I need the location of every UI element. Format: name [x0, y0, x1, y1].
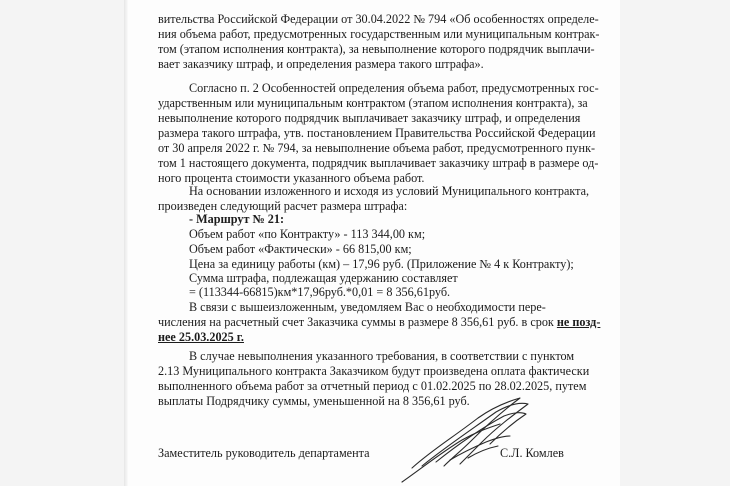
paragraph-5-line: выполненного объема работ за отчетный период с 01.02.2025 по 28.02.2025, путем: [158, 379, 587, 393]
route-heading: - Маршрут № 21:: [189, 212, 285, 226]
notice-text: числения на расчетный счет Заказчика суммы в размере 8 356,61 руб. в срок: [158, 315, 557, 329]
paragraph-2-line: от 30 апреля 2022 г. № 794, за невыполнение объема работ, предусмотренного пунк-: [158, 141, 596, 155]
paragraph-1-line: ния объема работ, предусмотренных государственным или муниципальным контрак-: [158, 27, 600, 41]
notice-line: [158, 315, 600, 330]
paragraph-2-line: том 1 настоящего документа, подрядчик выплачивает заказчику штраф в размере од-: [158, 156, 599, 170]
paragraph-3-line: произведен следующий расчет размера штрафа:: [158, 199, 408, 213]
deadline-emphasis: не позд-: [556, 315, 601, 329]
calc-line: = (113344-66815)км*17,96руб.*0,01 = 8 356,61руб.: [189, 285, 451, 299]
notice-line: В связи с вышеизложенным, уведомляем Вас о необходимости пере-: [189, 300, 546, 314]
paragraph-2-line: Согласно п. 2 Особенностей определения объема работ, предусмотренных гос-: [189, 81, 599, 95]
calc-line: Объем работ «Фактически» - 66 815,00 км;: [189, 242, 412, 256]
paragraph-5-line: В случае невыполнения указанного требования, в соответствии с пунктом: [189, 349, 575, 363]
calc-line: Сумма штрафа, подлежащая удержанию составляет: [189, 271, 458, 285]
paragraph-5-line: выплаты Подрядчику суммы, уменьшенной на 8 356,61 руб.: [158, 394, 470, 408]
signatory-title: Заместитель руководитель департамента: [158, 446, 370, 460]
paragraph-2-line: ного процента стоимости указанного объема работ.: [158, 171, 425, 185]
signatory-name: С.Л. Комлев: [500, 446, 564, 460]
handwritten-signature: [392, 388, 552, 486]
paragraph-2-line: ударственным или муниципальным контрактом (этапом исполнения контракта), за: [158, 96, 588, 110]
paragraph-1-line: вает заказчику штраф, и определения размера такого штрафа».: [158, 57, 484, 71]
calc-line: Цена за единицу работы (км) – 17,96 руб. (Приложение № 4 к Контракту);: [189, 257, 574, 271]
paragraph-1-line: том (этапом исполнения контракта), за невыполнение которого подрядчик выплачи-: [158, 42, 595, 56]
paragraph-1-line: вительства Российской Федерации от 30.04.2022 № 794 «Об особенностях определе-: [158, 12, 599, 26]
deadline-date: нее 25.03.2025 г.: [158, 330, 244, 344]
calc-line: Объем работ «по Контракту» - 113 344,00 км;: [189, 227, 426, 241]
paragraph-3-line: На основании изложенного и исходя из условий Муниципального контракта,: [189, 184, 590, 198]
paragraph-5-line: 2.13 Муниципального контракта Заказчиком будут произведена оплата фактически: [158, 364, 590, 378]
paragraph-2-line: невыполнение которого подрядчик выплачивает заказчику штраф, и определения: [158, 111, 581, 125]
paragraph-2-line: размера такого штрафа, утв. постановлением Правительства Российской Федерации: [158, 126, 596, 140]
